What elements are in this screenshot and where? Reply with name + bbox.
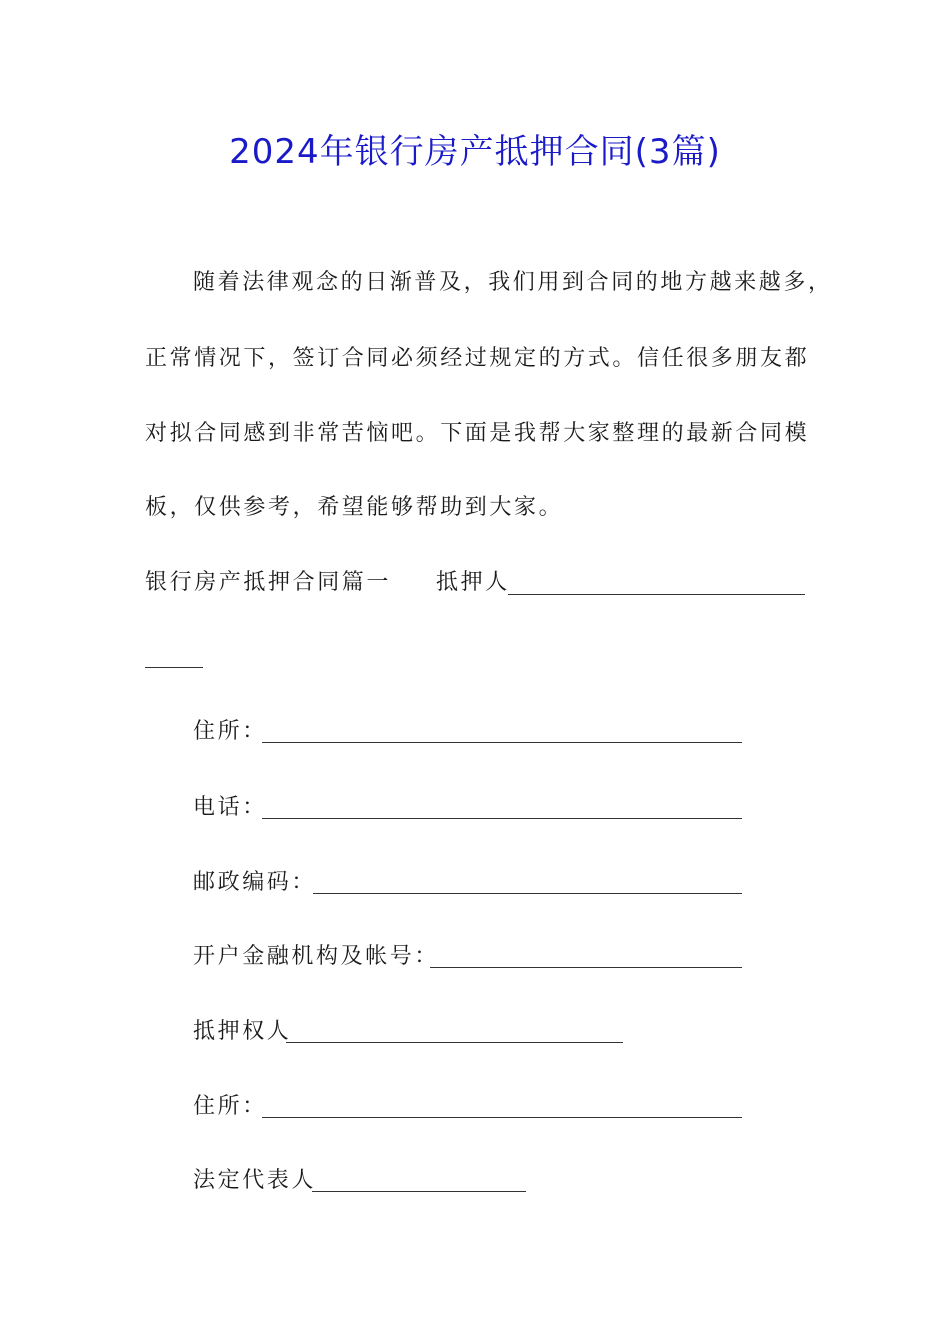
mortgagee-blank	[286, 1042, 623, 1043]
bank-account-blank	[430, 967, 742, 968]
mortgagor-phone-label: 电话：	[193, 795, 267, 820]
intro-line: 板，仅供参考，希望能够帮助到大家。	[145, 495, 564, 520]
legal-representative-blank	[312, 1191, 526, 1192]
intro-line: 随着法律观念的日渐普及，我们用到合同的地方越来越多，	[193, 270, 833, 295]
postal-code-label: 邮政编码：	[193, 870, 317, 895]
mortgagee-address-blank	[262, 1117, 742, 1118]
mortgagor-address-blank	[262, 742, 742, 743]
mortgagor-phone-blank	[262, 818, 742, 819]
intro-line: 对拟合同感到非常苦恼吧。下面是我帮大家整理的最新合同模	[145, 421, 810, 446]
bank-account-label: 开户金融机构及帐号：	[193, 944, 440, 969]
mortgagor-label: 抵押人	[436, 570, 510, 595]
mortgagor-address-label: 住所：	[193, 719, 267, 744]
mortgagee-label: 抵押权人	[193, 1019, 292, 1044]
mortgagor-blank	[508, 594, 805, 595]
intro-line: 正常情况下，签订合同必须经过规定的方式。信任很多朋友都	[145, 346, 810, 371]
mortgagor-blank-continued	[145, 667, 203, 668]
mortgagee-address-label: 住所：	[193, 1094, 267, 1119]
contract-heading: 银行房产抵押合同篇一	[145, 570, 392, 595]
legal-representative-label: 法定代表人	[193, 1168, 317, 1193]
postal-code-blank	[313, 893, 742, 894]
document-title: 2024年银行房产抵押合同(3篇)	[229, 132, 721, 172]
